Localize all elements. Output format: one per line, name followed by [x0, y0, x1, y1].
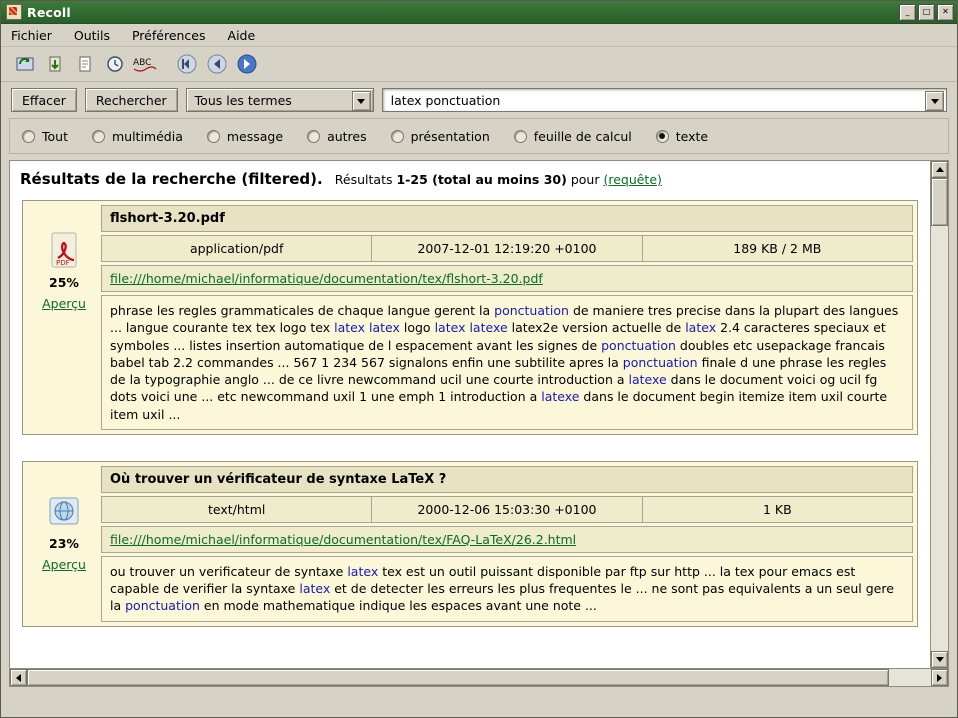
result-snippet: phrase les regles grammaticales de chaque langue gerent la ponctuation de maniere tres precise dans la plupart des langues ... langue courante tex tex logo tex latex latex logo latex latexe latex2e version actuelle de latex 2.4 caracteres speciaux et symboles ... listes insertion automatique de l espacement avant les signes de ponctuation doubles etc usepackage francais babel tab 2.2 commandes ... 567 1 234 567 signalons enfin une subtilite apres la ponctuation finale d une phrase les regles de la typographie anglo ... de ce livre newcommand ucil une courte introduction a latexe dans le document voici og ucil fg dots voici une ... etc newcommand uxil 1 une emph 1 introduction a latexe dans le document begin itemize item uxil courte item uxil ...	[101, 295, 913, 430]
window-controls	[899, 4, 954, 21]
result-mime: text/html	[102, 497, 372, 522]
result-score: 25%	[49, 275, 79, 290]
filter-radio-message[interactable]	[195, 129, 295, 144]
filter-radio-presentation[interactable]	[379, 129, 502, 144]
query-link[interactable]: (requête)	[603, 172, 662, 187]
minimize-button[interactable]: _	[899, 4, 916, 21]
result-size: 189 KB / 2 MB	[733, 241, 822, 256]
result-title[interactable]: flshort-3.20.pdf	[101, 205, 913, 232]
results-panel	[9, 160, 949, 687]
filter-label-feuille-de-calcul: feuille de calcul	[533, 128, 632, 144]
search-input[interactable]	[382, 88, 947, 112]
radio-icon	[207, 130, 220, 143]
radio-icon	[22, 130, 35, 143]
results-vertical-scrollbar[interactable]	[930, 161, 948, 668]
result-details	[101, 205, 913, 430]
app-icon	[6, 4, 22, 20]
svg-text:ABC: ABC	[133, 58, 152, 68]
radio-icon	[92, 130, 105, 143]
scroll-track-horizontal[interactable]	[27, 669, 931, 686]
menu-aide[interactable]	[226, 27, 258, 44]
radio-icon	[391, 130, 404, 143]
scroll-thumb-horizontal[interactable]	[27, 669, 889, 686]
scroll-up-button[interactable]	[931, 161, 948, 178]
result-title[interactable]: Où trouver un vérificateur de syntaxe LaTeX ?	[101, 466, 913, 493]
clock-history-icon[interactable]	[101, 50, 129, 78]
results-summary-range: 1-25 (total au moins 30)	[396, 172, 567, 187]
category-filter-bar	[9, 118, 949, 154]
result-url-row	[101, 526, 913, 553]
menu-aide-label: Aide	[227, 27, 256, 43]
spellcheck-icon[interactable]	[131, 50, 159, 78]
index-status-icon[interactable]	[41, 50, 69, 78]
results-horizontal-scrollbar[interactable]	[10, 668, 948, 686]
scroll-track-vertical[interactable]	[931, 178, 948, 651]
radio-icon	[307, 130, 320, 143]
result-item	[22, 461, 918, 627]
result-size: 1 KB	[762, 501, 792, 517]
radio-icon	[514, 130, 527, 143]
filter-label-message: message	[226, 128, 284, 144]
result-date: 2000-12-06 15:03:30 +0100	[372, 497, 642, 522]
result-gap	[10, 445, 930, 455]
result-thumbnail-column	[27, 466, 101, 622]
new-document-icon[interactable]	[71, 50, 99, 78]
result-snippet: ou trouver un verificateur de syntaxe latex tex est un outil puissant disponible par ftp sur http ... la tex pour emacs est capable de verifier la syntaxe latex et de detecter les erreurs les plus frequentes le ... ne sont pas equivalents a un seul gere la ponctuation en mode mathematique indique les espaces avant une note ...	[101, 556, 913, 622]
window-title: Recoll	[27, 4, 71, 20]
results-header	[10, 161, 930, 194]
title-bar	[1, 1, 957, 24]
menu-preferences-label: Préférences	[131, 27, 206, 43]
filter-radio-texte[interactable]	[644, 129, 720, 144]
result-url-link[interactable]: file:///home/michael/informatique/documentation/tex/flshort-3.20.pdf	[110, 271, 543, 286]
menu-preferences[interactable]	[130, 27, 208, 44]
html-icon	[47, 492, 81, 530]
results-summary-prefix: Résultats	[334, 172, 393, 187]
menu-outils-label: Outils	[73, 27, 110, 43]
menu-outils[interactable]	[72, 27, 112, 44]
preview-link[interactable]: Aperçu	[42, 296, 86, 311]
filter-label-autres: autres	[327, 128, 367, 144]
results-list[interactable]	[10, 161, 930, 668]
results-heading: Résultats de la recherche (filtered).	[20, 170, 323, 188]
radio-icon-selected	[656, 130, 669, 143]
filter-label-tout: Tout	[42, 128, 68, 144]
search-input-value: latex ponctuation	[390, 92, 501, 108]
status-bar	[1, 695, 957, 717]
update-index-icon[interactable]	[11, 50, 39, 78]
result-mime: application/pdf	[102, 236, 372, 261]
scroll-down-button[interactable]	[931, 651, 948, 668]
forward-icon[interactable]	[233, 50, 261, 78]
scroll-left-button[interactable]	[10, 669, 27, 686]
chevron-down-icon[interactable]	[352, 91, 371, 111]
pdf-icon	[47, 231, 81, 269]
filter-label-presentation: présentation	[410, 128, 490, 144]
svg-text:PDF: PDF	[56, 259, 70, 267]
result-url-link[interactable]: file:///home/michael/informatique/documentation/tex/FAQ-LaTeX/26.2.html	[110, 531, 577, 547]
maximize-button[interactable]: □	[918, 4, 935, 21]
search-mode-value: Tous les termes	[194, 92, 292, 108]
filter-label-texte: texte	[675, 128, 709, 144]
menu-bar	[1, 24, 957, 47]
filter-radio-autres[interactable]	[295, 129, 379, 144]
result-score: 23%	[49, 535, 79, 551]
menu-fichier-label: Fichier	[11, 27, 52, 43]
search-bar	[1, 82, 957, 118]
results-body	[10, 161, 948, 668]
result-thumbnail-column	[27, 205, 101, 430]
close-button[interactable]: ✕	[937, 4, 954, 21]
filter-radio-feuille-de-calcul[interactable]	[502, 129, 644, 144]
search-mode-select[interactable]	[186, 88, 374, 112]
filter-radio-multimedia[interactable]	[80, 129, 195, 144]
search-button[interactable]: Rechercher	[85, 88, 178, 112]
result-date: 2007-12-01 12:19:20 +0100	[372, 236, 642, 261]
preview-link[interactable]: Aperçu	[42, 556, 86, 572]
clear-button[interactable]: Effacer	[11, 88, 77, 112]
result-url-row	[101, 265, 913, 292]
result-meta-row	[101, 235, 913, 262]
filter-radio-tout[interactable]	[10, 129, 80, 144]
results-summary-mid: pour	[570, 172, 600, 187]
menu-fichier[interactable]	[9, 27, 54, 44]
back-first-icon[interactable]	[173, 50, 201, 78]
result-item	[22, 200, 918, 435]
tool-bar	[1, 47, 957, 82]
result-meta-row	[101, 496, 913, 523]
back-icon[interactable]	[203, 50, 231, 78]
history-chevron-down-icon[interactable]	[925, 91, 944, 111]
filter-label-multimedia: multimédia	[111, 128, 183, 144]
scroll-thumb-vertical[interactable]	[931, 178, 948, 226]
scroll-right-button[interactable]	[931, 669, 948, 686]
result-details	[101, 466, 913, 622]
